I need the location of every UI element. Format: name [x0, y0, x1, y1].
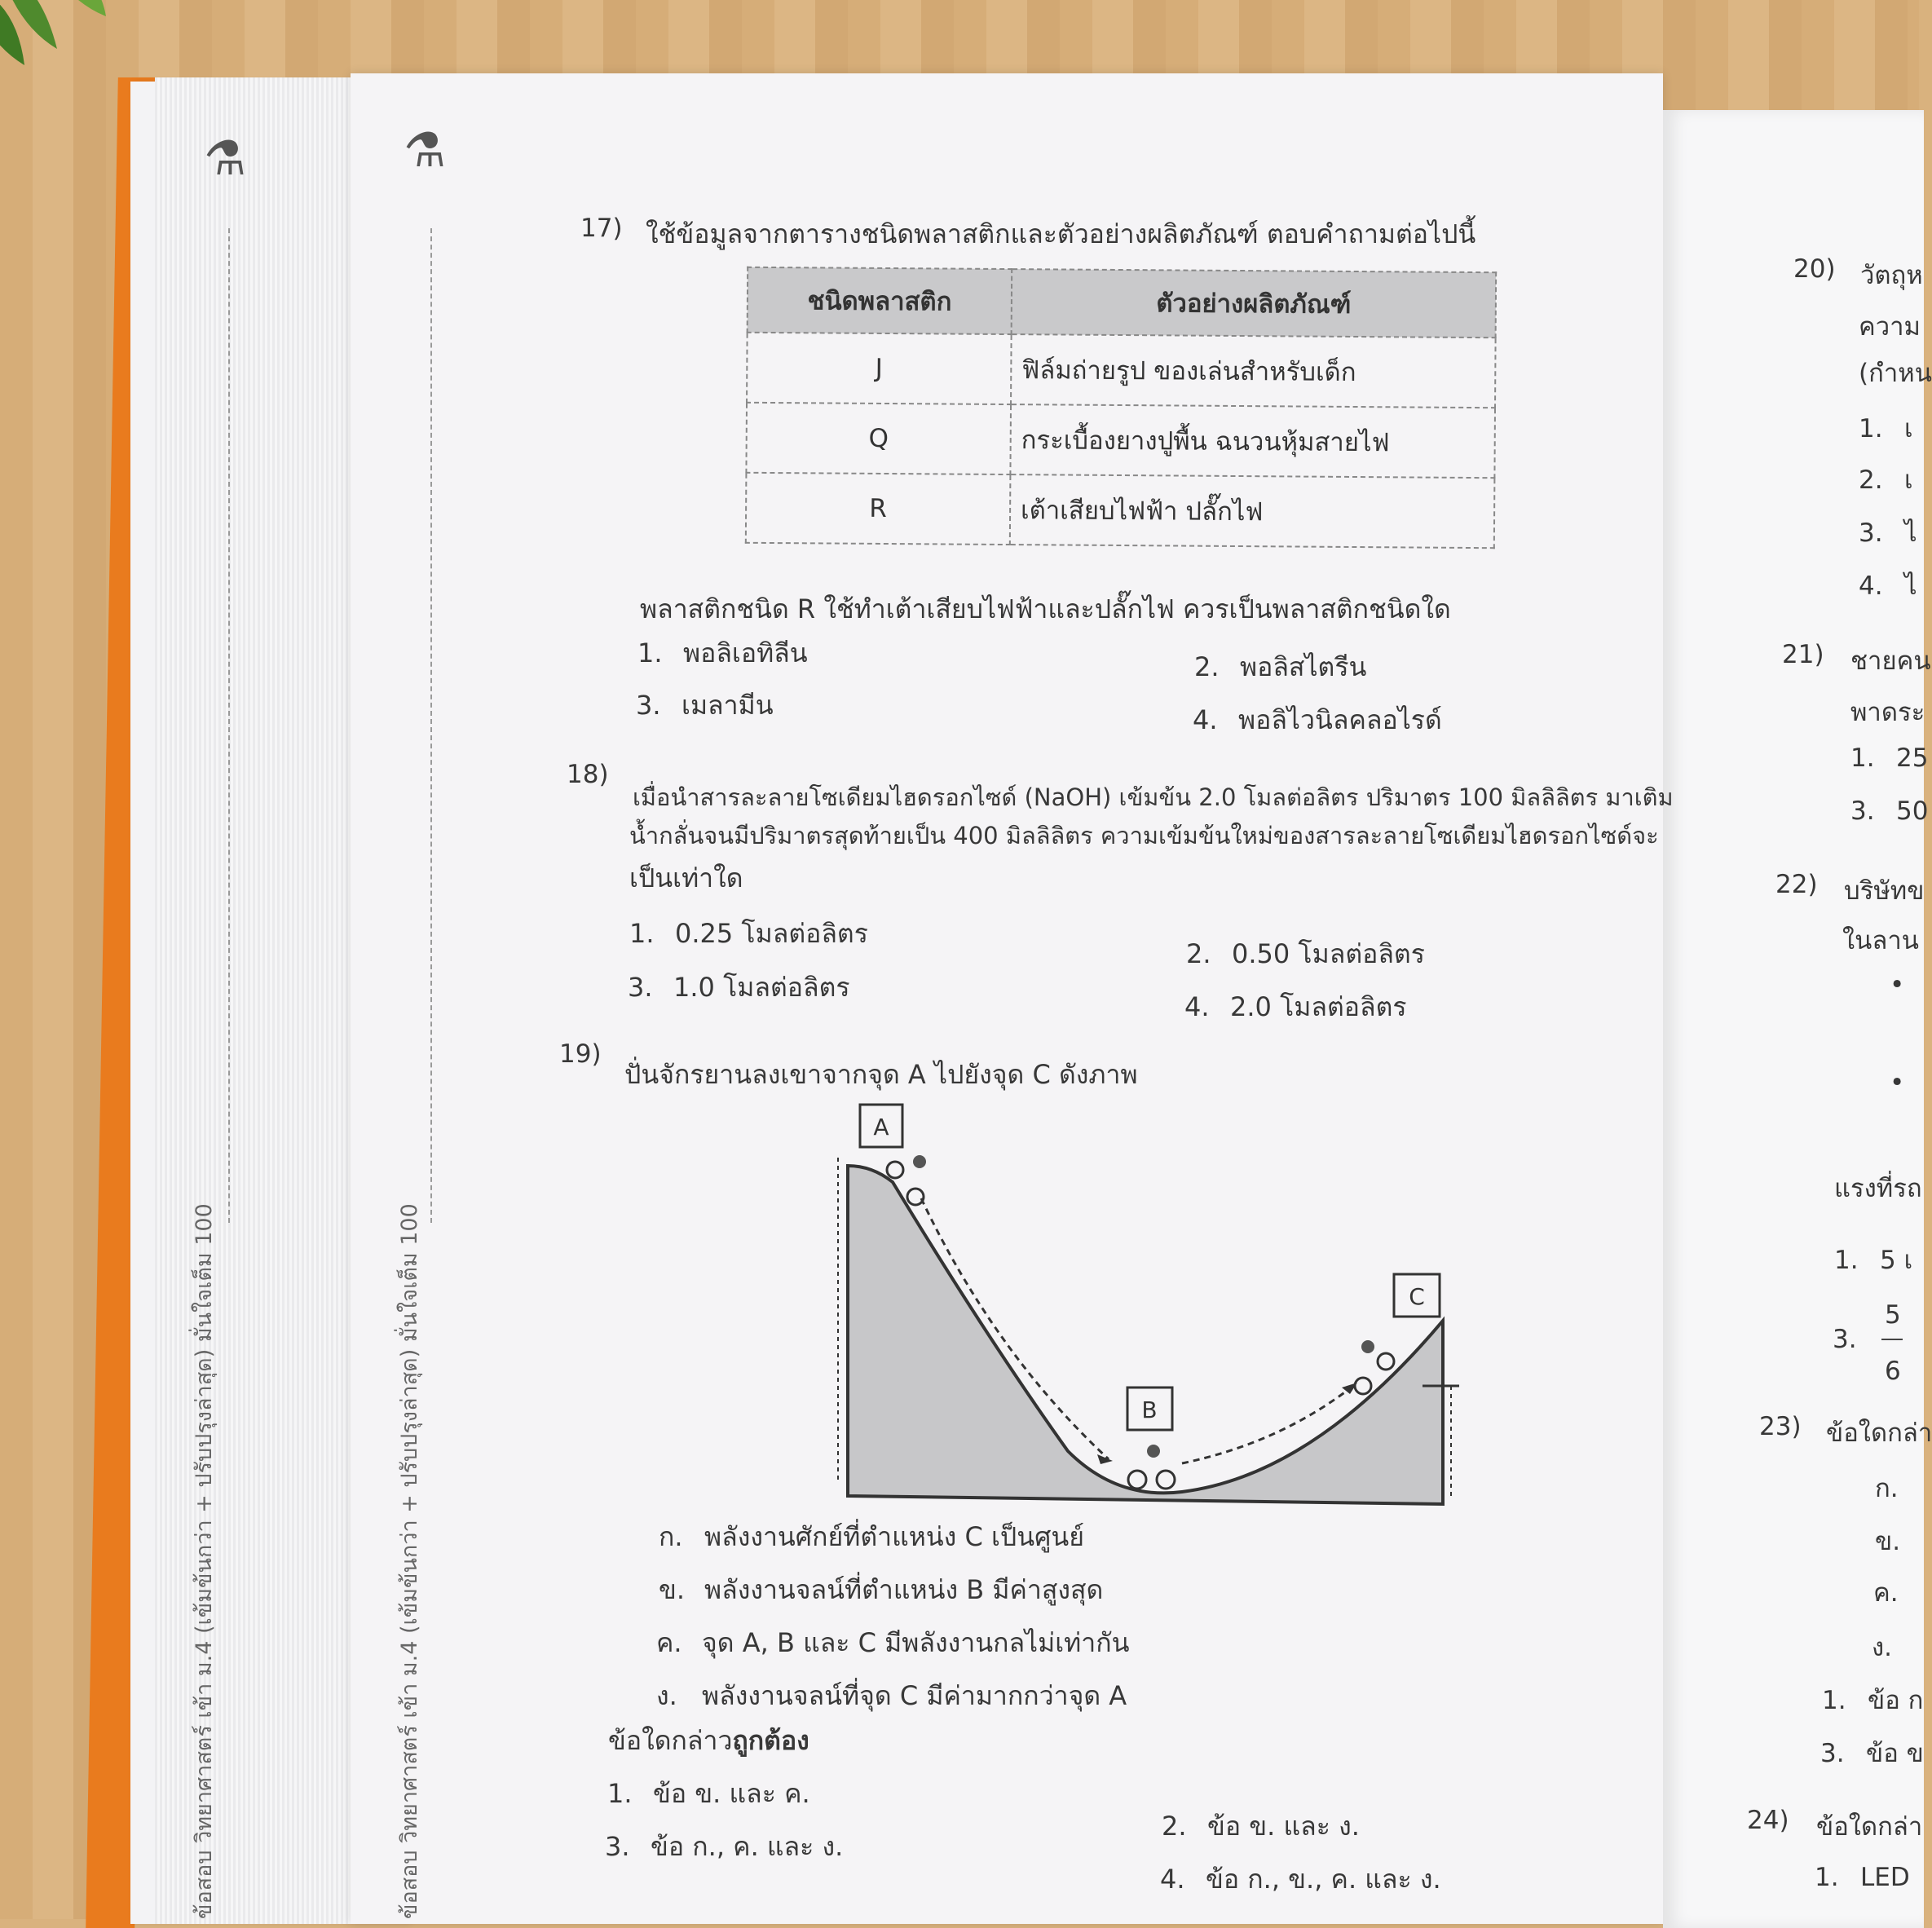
bullet: •: [1890, 1068, 1905, 1097]
option: [1194, 646, 1366, 688]
question-line: ชายคน: [1850, 646, 1931, 676]
question-text: พลาสติกชนิด R ใช้ทำเต้าเสียบไฟฟ้าและปลั๊กไฟ ควรเป็นพลาสติกชนิดใด: [640, 593, 1451, 624]
statement-label: ง.: [1872, 1633, 1892, 1662]
option-number: 1.: [629, 918, 655, 949]
option-text: พอลิสไตรีน: [1240, 651, 1367, 682]
option: [1815, 1863, 1910, 1892]
question-number: 23): [1759, 1412, 1802, 1441]
table-header-row: [748, 267, 1497, 338]
products-cell: กระเบื้องยางปูพื้น ฉนวนหุ้มสายไฟ: [1010, 404, 1495, 478]
statement: [659, 1516, 1084, 1558]
flask-icon: ⚗: [404, 122, 446, 178]
question-line: ในลาน: [1842, 926, 1919, 955]
option-text: 0.25 โมลต่อลิตร: [675, 918, 868, 949]
fraction-bar: [1881, 1339, 1903, 1340]
option-text: 5 เ: [1880, 1246, 1913, 1275]
cyclist-icon: [1128, 1445, 1175, 1489]
option-number: 1.: [1859, 414, 1883, 443]
statement-text: จุด A, B และ C มีพลังงานกลไม่เท่ากัน: [702, 1627, 1130, 1658]
option-number: 4.: [1160, 1864, 1185, 1895]
fraction-denominator: 6: [1885, 1357, 1901, 1386]
question-line: เมื่อนำสารละลายโซเดียมไฮดรอกไซด์ (NaOH) เข้มข้น 2.0 โมลต่อลิตร ปริมาตร 100 มิลลิลิตร มาเติม: [633, 783, 1674, 811]
option: [1833, 1325, 1878, 1354]
option: [1820, 1732, 1924, 1773]
question-line: บริษัทข: [1844, 876, 1925, 906]
question-number: 22): [1775, 870, 1818, 899]
table-header: ตัวอย่างผลิตภัณฑ์: [1012, 269, 1497, 338]
option-number: 3.: [605, 1831, 630, 1862]
question-number: 19): [559, 1039, 602, 1069]
point-b-label: B: [1141, 1396, 1158, 1423]
statement-text: พลังงานจลน์ที่จุด C มีค่ามากกว่าจุด A: [702, 1680, 1127, 1711]
option: [1834, 1239, 1912, 1280]
option: [1162, 1806, 1360, 1847]
table-header: ชนิดพลาสติก: [748, 267, 1012, 334]
plastic-type-cell: J: [747, 333, 1012, 404]
spine-title: ข้อสอบ วิทยาศาสตร์ เข้า ม.4 (เข้มข้นกว่า + ปรับปรุงล่าสุด) มั่นใจเต็ม 100: [397, 1203, 422, 1919]
option-text: ข้อ ก., ข., ค. และ ง.: [1206, 1864, 1441, 1895]
margin-dashed-line: [430, 228, 432, 1223]
question-line: วัตถุห: [1860, 261, 1923, 290]
option-text: ไ: [1904, 571, 1917, 601]
option-number: 4.: [1859, 571, 1883, 601]
option-number: 3.: [1833, 1325, 1857, 1354]
products-cell: เต้าเสียบไฟฟ้า ปลั๊กไฟ: [1010, 474, 1495, 548]
question-line: (กำหน: [1859, 359, 1932, 388]
option-number: 1.: [1815, 1863, 1839, 1892]
statement-label: ก.: [1875, 1474, 1899, 1503]
option-number: 3.: [1820, 1739, 1845, 1768]
point-c-label: C: [1409, 1283, 1425, 1310]
option-text: 2.0 โมลต่อลิตร: [1230, 991, 1407, 1022]
option-text: ข้อ ก., ค. และ ง.: [651, 1831, 844, 1862]
option: [607, 1773, 810, 1815]
option-text: ไ: [1904, 518, 1917, 548]
plastic-table: [745, 267, 1497, 549]
option-text: ข้อ ข: [1866, 1739, 1924, 1768]
plastic-type-cell: R: [746, 473, 1011, 545]
option-text: ข้อ ข. และ ง.: [1207, 1811, 1360, 1842]
option: [1850, 796, 1928, 826]
option-text: 1.0 โมลต่อลิตร: [673, 972, 850, 1003]
statement-label: ข.: [659, 1574, 686, 1605]
option: [1859, 408, 1913, 448]
option-number: 1.: [637, 638, 663, 668]
table-row: [746, 473, 1495, 548]
option-number: 1.: [1822, 1686, 1846, 1715]
statement-text: พลังงานศักย์ที่ตำแหน่ง C เป็นศูนย์: [704, 1521, 1085, 1552]
option: [1859, 565, 1917, 606]
option-text: เ: [1904, 414, 1913, 443]
bicycle-hill-diagram: [823, 1092, 1475, 1516]
statement: [656, 1675, 1127, 1717]
statement: [659, 1569, 1103, 1611]
option-number: 2.: [1186, 938, 1211, 969]
question-number: 18): [567, 760, 609, 789]
option: [628, 967, 850, 1008]
option-text: เมลามีน: [681, 690, 774, 721]
option: [1184, 986, 1407, 1028]
statement-label: ค.: [1873, 1578, 1899, 1608]
option-text: 50: [1896, 796, 1929, 826]
table-row: [747, 333, 1496, 408]
question-number: 17): [580, 214, 623, 243]
question-prompt: ปั่นจักรยานลงเขาจากจุด A ไปยังจุด C ดังภาพ: [624, 1059, 1138, 1090]
flask-icon: ⚗: [204, 130, 246, 186]
question-line: ความ: [1859, 312, 1921, 342]
option-number: 2.: [1162, 1811, 1187, 1842]
option-text: 25: [1896, 743, 1929, 773]
bullet: •: [1890, 970, 1905, 999]
statement-text: พลังงานจลน์ที่ตำแหน่ง B มีค่าสูงสุด: [704, 1574, 1104, 1605]
point-a-label: A: [873, 1114, 889, 1140]
fraction-numerator: 5: [1885, 1300, 1901, 1330]
option-text: LED: [1860, 1863, 1910, 1892]
question-prefix: ข้อใดกล่าว: [608, 1725, 733, 1756]
option-text: พอลิไวนิลคลอไรด์: [1238, 704, 1442, 735]
option-text: พอลิเอทิลีน: [683, 638, 808, 668]
question-line: ข้อใดกล่า: [1826, 1418, 1932, 1448]
statement-label: ก.: [659, 1521, 683, 1552]
question-line: พาดระ: [1850, 698, 1925, 727]
option-text: ข้อ ข. และ ค.: [653, 1778, 810, 1809]
option: [1186, 933, 1425, 975]
question-prompt: ใช้ข้อมูลจากตารางชนิดพลาสติกและตัวอย่างผลิตภัณฑ์ ตอบคำถามต่อไปนี้: [646, 218, 1476, 249]
option: [637, 633, 808, 674]
question-line: เป็นเท่าใด: [629, 863, 743, 893]
option: [1850, 743, 1928, 773]
table-row: [746, 403, 1495, 478]
option-number: 3.: [628, 972, 653, 1003]
option-number: 2.: [1194, 651, 1220, 682]
question-line: แรงที่รถ: [1834, 1174, 1922, 1203]
option-text: ข้อ ก: [1868, 1686, 1924, 1715]
statement-label: ง.: [656, 1680, 677, 1711]
margin-dashed-line: [228, 228, 230, 1223]
question-line: ข้อใดกล่า: [1816, 1812, 1923, 1842]
statement-label: ค.: [656, 1627, 682, 1658]
option: [1160, 1859, 1441, 1900]
option-number: 4.: [1193, 704, 1218, 735]
option-number: 3.: [1850, 796, 1875, 826]
option: [1193, 699, 1442, 741]
question-text: [608, 1720, 809, 1762]
option: [1859, 512, 1917, 553]
option-number: 4.: [1184, 991, 1210, 1022]
question-number: 24): [1747, 1806, 1789, 1835]
plastic-type-cell: Q: [746, 403, 1011, 474]
spine-title: ข้อสอบ วิทยาศาสตร์ เข้า ม.4 (เข้มข้นกว่า + ปรับปรุงล่าสุด) มั่นใจเต็ม 100: [192, 1203, 217, 1919]
option-number: 3.: [636, 690, 661, 721]
option-number: 1.: [1834, 1246, 1859, 1275]
option: [605, 1826, 843, 1868]
question-number: 20): [1793, 254, 1836, 284]
products-cell: ฟิล์มถ่ายรูป ของเล่นสำหรับเด็ก: [1011, 334, 1496, 408]
question-line: น้ำกลั่นจนมีปริมาตรสุดท้ายเป็น 400 มิลลิลิตร ความเข้มข้นใหม่ของสารละลายโซเดียมไฮดรอกไซด์จะ: [629, 822, 1659, 849]
option: [1859, 459, 1913, 500]
option: [629, 913, 868, 955]
statement-label: ข.: [1875, 1527, 1901, 1556]
option-text: เ: [1904, 465, 1913, 495]
question-emphasis: ถูกต้อง: [732, 1725, 809, 1756]
option-number: 1.: [1850, 743, 1875, 773]
option-text: 0.50 โมลต่อลิตร: [1232, 938, 1425, 969]
option-number: 2.: [1859, 465, 1883, 495]
option: [636, 685, 774, 726]
statement: [656, 1622, 1129, 1664]
option: [1822, 1679, 1923, 1720]
option-number: 1.: [607, 1778, 633, 1809]
question-number: 21): [1782, 640, 1824, 669]
option-number: 3.: [1859, 518, 1883, 548]
